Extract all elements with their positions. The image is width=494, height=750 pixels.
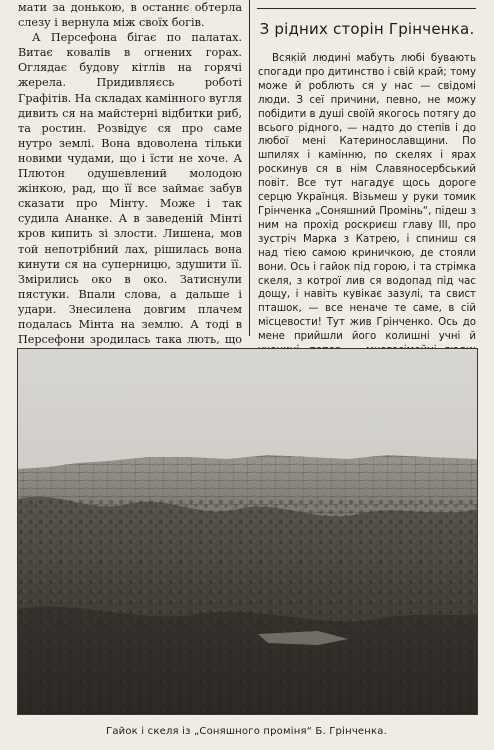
right-paragraph-1: Всякій людині мабуть любі бувають спогади про дитинство і свій край; тому може й роблють ся у нас — свідомі люди. З сеї причини, певно, не можу побідити в душі своїй якогось потягу до всього рідного, — надто до степів і до любої мені Катеринославщини. По шпилях і камінню, по скелях і ярах роскинув ся в нім Славяносербський повіт. Все тут нагадує щось дороге серцю Українця. Візьмеш у руки томик Грінченка „Соняшний Промінь“, підеш з ним на прохід роскриєш главу III, про зустріч Марка з Катрею, і спиниш ся над тією самою криничкою, де стояли вони. Ось і гайок під горою, і та стрімка скеля, з котрої лив ся водопад під час дощу, і навіть кувікає зазулі, та свист пташок, — все неначе те саме, в сій місцевости! Тут жив Грінченко. Ось до мене прийшли його колишні учні й: [258, 53, 476, 343]
left-text-column: [18, 0, 242, 362]
column-divider: [249, 0, 250, 336]
article-heading: З рідних сторін Грінченка.: [259, 20, 475, 38]
left-paragraph-2: А Персефона бігає по палатах. Витає ковалів в огнених горах. Оглядає будову кітлів на горячі жерела. Придивляєсь роботі Графітів. На складах камінного вугля дивить ся на майстерні відбитки риб, та ростин. Розвідує ся про саме нутро землі. Вона вдоволена тільки новими чудами, що і їсти не хоче. А Плютон одушевлений молодою жінкою, рад, що її все займає забув сказати про Мінту. Може і так судила Ананке. А в заведеній Мінті кров кипить зі злости. Лишена, мов той непотрібний лах, рішилась вона кинути ся на суперницю, здушити її. Змірились око в око. Затиснули пястуки. Впали слова, а дальше і удари. Знесилена довгим плачем подалась Мінта на землю. А тоді в Персефони зродилась така лють, що: [18, 31, 242, 347]
landscape-photo: [17, 348, 478, 715]
photo-caption: Гайок і скеля із „Соняшного проміня“ Б. Грінченка.: [106, 726, 387, 737]
landscape-photo-image: [18, 349, 477, 714]
left-paragraph-1: мати за донькою, в останнє обтерла слезу і вернула між своїх богів.: [18, 1, 242, 30]
heading-top-rule: [257, 8, 476, 9]
